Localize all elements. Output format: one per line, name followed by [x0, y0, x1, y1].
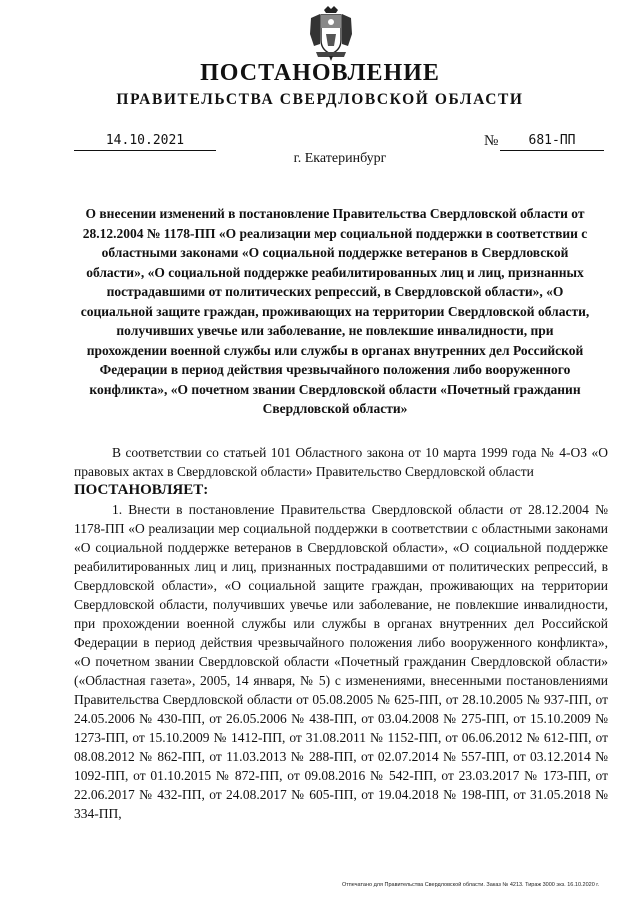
- document-date: 14.10.2021: [74, 133, 216, 151]
- document-number: 681-ПП: [500, 133, 604, 151]
- issuing-authority: ПРАВИТЕЛЬСТВА СВЕРДЛОВСКОЙ ОБЛАСТИ: [116, 91, 524, 108]
- coat-of-arms-icon: [306, 4, 356, 62]
- resolution-heading: ПОСТАНОВЛЯЕТ:: [74, 482, 209, 498]
- item-1-paragraph: 1. Внести в постановление Правительства Свердловской области от 28.12.2004 № 1178-ПП «О реализации мер социальной поддержки в соответствии с областными законами «О социальной поддержке ветеранов в Свердловской области», «О социальной поддержке реабилитированных лиц и лиц, признанных пострадавшими от политических репрессий, в Свердловской области», «О социальной защите граждан, проживающих на территории Свердловской области, получивших увечье или заболевание, не повлекшие инвалидности, при прохождении военной службы или службы в органах внутренних дел Российской Федерации в период действия чрезвычайного положения либо вооруженного конфликта», «О почетном звании Свердловской области «Почетный гражданин Свердловской области» («Областная газета», 2005, 14 января, № 5) с изменениями, внесенными постановлениями Правительства Свердловской области от 05.08.2005 № 625-ПП, от 28.10.2005 № 937-ПП, от 24.05.2006 № 430-ПП, от 26.05.2006 № 438-ПП, от 03.04.2008 № 275-ПП, от 15.10.2009 № 1273-ПП, от 15.10.2009 № 1412-ПП, от 31.08.2011 № 1152-ПП, от 06.06.2012 № 612-ПП, от 08.08.2012 № 862-ПП, от 11.03.2013 № 288-ПП, от 02.07.2014 № 557-ПП, от 03.12.2014 № 1092-ПП, от 01.10.2015 № 872-ПП, от 09.08.2016 № 542-ПП, от 23.03.2017 № 173-ПП, от 22.06.2017 № 432-ПП, от 24.08.2017 № 605-ПП, от 19.04.2018 № 198-ПП, от 31.05.2018 № 334-ПП,: [74, 502, 608, 821]
- document-subject-title: О внесении изменений в постановление Правительства Свердловской области от 28.12.2004 № 1178-ПП «О реализации мер социальной поддержки в соответствии с областными законами «О социальной поддержке ветеранов в Свердловской области», «О социальной поддержке реабилитированных лиц и лиц, признанных пострадавшими от политических репрессий, в Свердловской области», «О социальной защите граждан, проживающих на территории Свердловской области, получивших увечье или заболевание, не повлекшие инвалидности, при прохождении военной службы или службы в органах внутренних дел Российской Федерации в период действия чрезвычайного положения либо вооруженного конфликта», «О почетном звании Свердловской области «Почетный гражданин Свердловской области»: [80, 206, 590, 416]
- document-type-title: ПОСТАНОВЛЕНИЕ: [200, 60, 440, 86]
- print-footer: Отпечатано для Правительства Свердловской области. Заказ № 4213. Тираж 3000 экз. 16.10.2020 г.: [342, 882, 600, 888]
- intro-paragraph: В соответствии со статьей 101 Областного закона от 10 марта 1999 года № 4-ОЗ «О правовых актах в Свердловской области» Правительство Свердловской области: [74, 445, 608, 479]
- document-body: [74, 443, 608, 823]
- number-sign: №: [484, 133, 499, 149]
- city-name: г. Екатеринбург: [293, 151, 387, 166]
